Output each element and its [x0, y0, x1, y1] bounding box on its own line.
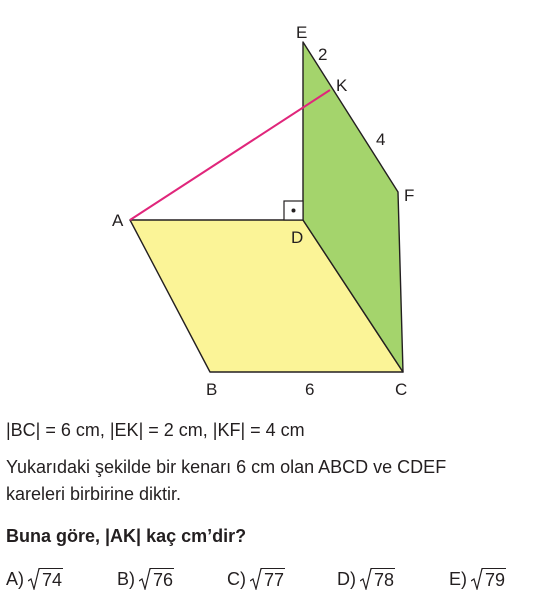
option-c-value — [250, 568, 285, 590]
right-angle-dot — [292, 209, 296, 213]
question: Buna göre, |AK| kaç cm’dir? — [6, 526, 247, 546]
option-e-value — [471, 568, 506, 590]
label-b: B — [206, 380, 218, 399]
option-e[interactable] — [449, 568, 506, 590]
answer-options — [6, 568, 542, 594]
length-ek: 2 — [318, 45, 328, 64]
option-b-radicand: 76 — [153, 570, 174, 590]
option-b-letter: B) — [117, 569, 135, 589]
label-d: D — [291, 228, 304, 247]
label-e: E — [296, 23, 308, 42]
option-c[interactable] — [227, 568, 285, 590]
square-root-icon — [139, 568, 151, 590]
option-d-value — [360, 568, 395, 590]
length-kf: 4 — [376, 130, 386, 149]
label-k: K — [336, 76, 348, 95]
option-d-letter: D) — [337, 569, 356, 589]
problem-statement-line-1: Yukarıdaki şekilde bir kenarı 6 cm olan ABCD ve CDEF — [6, 457, 447, 477]
option-c-letter: C) — [227, 569, 246, 589]
label-c: C — [395, 380, 408, 399]
square-root-icon — [28, 568, 40, 590]
option-e-letter: E) — [449, 569, 467, 589]
length-bc: 6 — [305, 380, 315, 399]
square-root-icon — [471, 568, 483, 590]
option-d[interactable] — [337, 568, 395, 590]
option-a-radicand: 74 — [42, 570, 63, 590]
option-d-radicand: 78 — [374, 570, 395, 590]
label-f: F — [404, 186, 415, 205]
option-a-letter: A) — [6, 569, 24, 589]
option-a[interactable] — [6, 568, 63, 590]
label-a: A — [112, 211, 124, 230]
problem-statement-line-2: kareleri birbirine diktir. — [6, 484, 182, 504]
option-c-radicand: 77 — [264, 570, 285, 590]
option-e-radicand: 79 — [485, 570, 506, 590]
square-root-icon — [360, 568, 372, 590]
option-b[interactable] — [117, 568, 174, 590]
square-root-icon — [250, 568, 262, 590]
option-a-value — [28, 568, 63, 590]
given-lengths: |BC| = 6 cm, |EK| = 2 cm, |KF| = 4 cm — [6, 420, 305, 440]
option-b-value — [139, 568, 174, 590]
